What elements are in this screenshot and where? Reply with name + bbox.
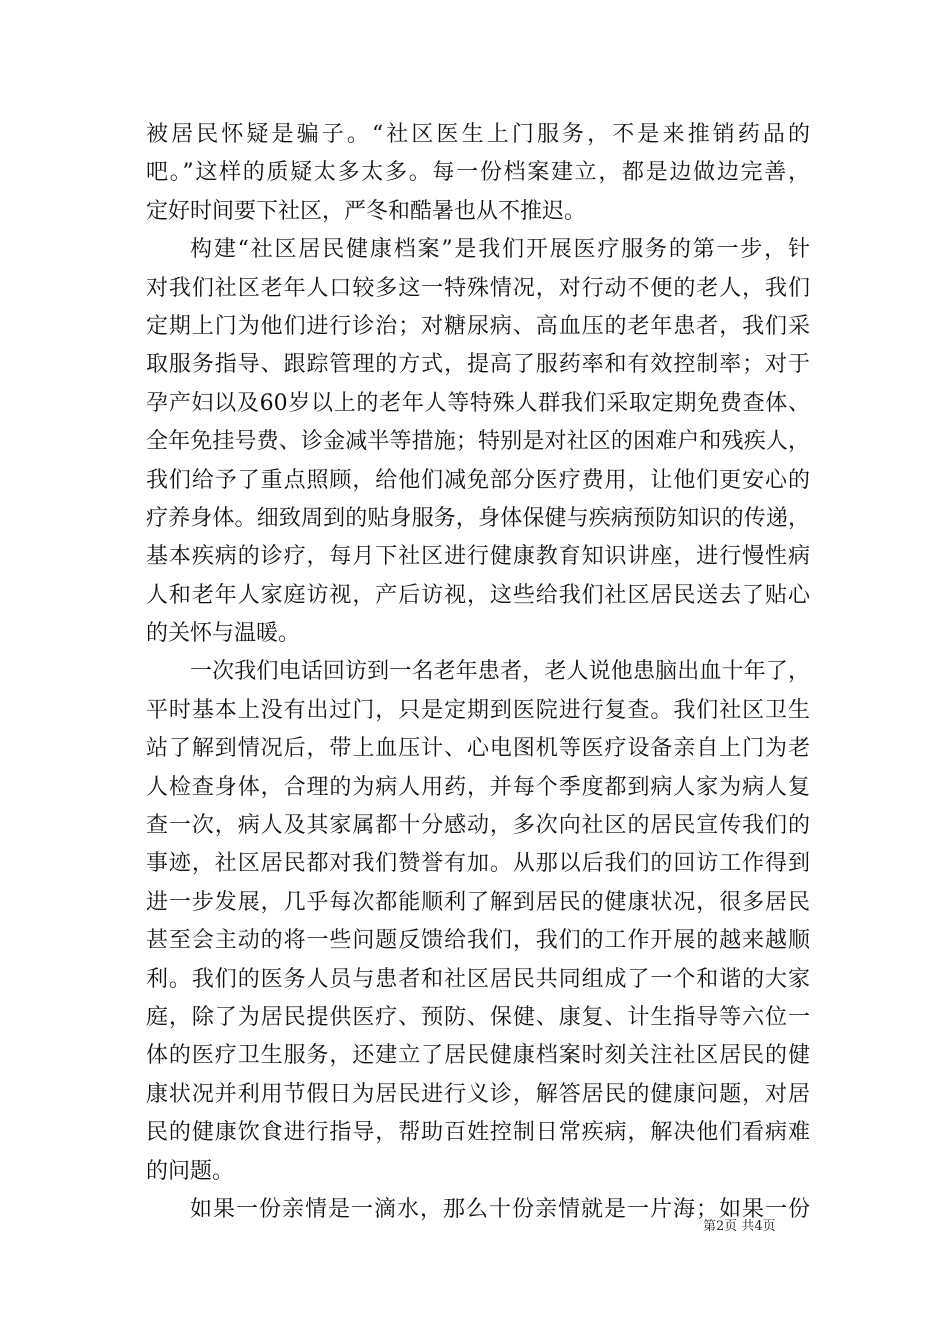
paragraph-line: 体的医疗卫生服务，还建立了居民健康档案时刻关注社区居民的健 (146, 1043, 810, 1069)
paragraph-line: 构建“社区居民健康档案”是我们开展医疗服务的第一步，针 (190, 237, 810, 263)
paragraph-line: 事迹，社区居民都对我们赞誉有加。从那以后我们的回访工作得到 (146, 851, 810, 877)
paragraph-line: 利。我们的医务人员与患者和社区居民共同组成了一个和谐的大家 (146, 966, 810, 992)
paragraph-line: 民的健康饮食进行指导，帮助百姓控制日常疾病，解决他们看病难 (146, 1120, 810, 1146)
paragraph-1 (146, 116, 810, 231)
paragraph-line: 取服务指导、跟踪管理的方式，提高了服药率和有效控制率；对于 (146, 352, 810, 378)
paragraph-line: 吧。”这样的质疑太多太多。每一份档案建立，都是边做边完善， (146, 160, 810, 186)
paragraph-3 (146, 653, 810, 1190)
paragraph-line: 庭，除了为居民提供医疗、预防、保健、康复、计生指导等六位一 (146, 1004, 810, 1030)
paragraph-line: 如果一份亲情是一滴水，那么十份亲情就是一片海；如果一份 (190, 1196, 810, 1222)
paragraph-line: 甚至会主动的将一些问题反馈给我们，我们的工作开展的越来越顺 (146, 928, 810, 954)
paragraph-line: 被居民怀疑是骗子。“社区医生上门服务，不是来推销药品的 (146, 122, 810, 147)
paragraph-line: 平时基本上没有出过门，只是定期到医院进行复查。我们社区卫生 (146, 697, 810, 723)
paragraph-line: 我们给予了重点照顾，给他们减免部分医疗费用，让他们更安心的 (146, 467, 810, 493)
paragraph-line: 一次我们电话回访到一名老年患者，老人说他患脑出血十年了， (190, 659, 810, 685)
document-body (146, 116, 810, 1229)
paragraph-line: 的问题。 (146, 1158, 235, 1184)
paragraph-line: 全年免挂号费、诊金减半等措施；特别是对社区的困难户和残疾人， (146, 429, 810, 455)
paragraph-line: 疗养身体。细致周到的贴身服务，身体保健与疾病预防知识的传递， (146, 505, 810, 531)
paragraph-2 (146, 231, 810, 653)
paragraph-line: 康状况并利用节假日为居民进行义诊，解答居民的健康问题，对居 (146, 1081, 810, 1107)
page-number-footer: 第2页 共4页 (703, 1219, 776, 1234)
paragraph-line: 人和老年人家庭访视，产后访视，这些给我们社区居民送去了贴心 (146, 582, 810, 608)
paragraph-line: 的关怀与温暖。 (146, 621, 301, 647)
paragraph-line: 定好时间要下社区，严冬和酷暑也从不推迟。 (146, 198, 587, 224)
paragraph-line: 进一步发展，几乎每次都能顺利了解到居民的健康状况，很多居民 (146, 889, 810, 915)
paragraph-line: 定期上门为他们进行诊治；对糖尿病、高血压的老年患者，我们采 (146, 313, 810, 339)
paragraph-line: 查一次，病人及其家属都十分感动，多次向社区的居民宣传我们的 (146, 813, 810, 839)
paragraph-line: 对我们社区老年人口较多这一特殊情况，对行动不便的老人，我们 (146, 275, 810, 301)
paragraph-line: 孕产妇以及60岁以上的老年人等特殊人群我们采取定期免费查体、 (146, 390, 810, 416)
paragraph-line: 基本疾病的诊疗，每月下社区进行健康教育知识讲座，进行慢性病 (146, 544, 810, 570)
paragraph-line: 人检查身体，合理的为病人用药，并每个季度都到病人家为病人复 (146, 774, 810, 800)
paragraph-line: 站了解到情况后，带上血压计、心电图机等医疗设备亲自上门为老 (146, 736, 810, 762)
